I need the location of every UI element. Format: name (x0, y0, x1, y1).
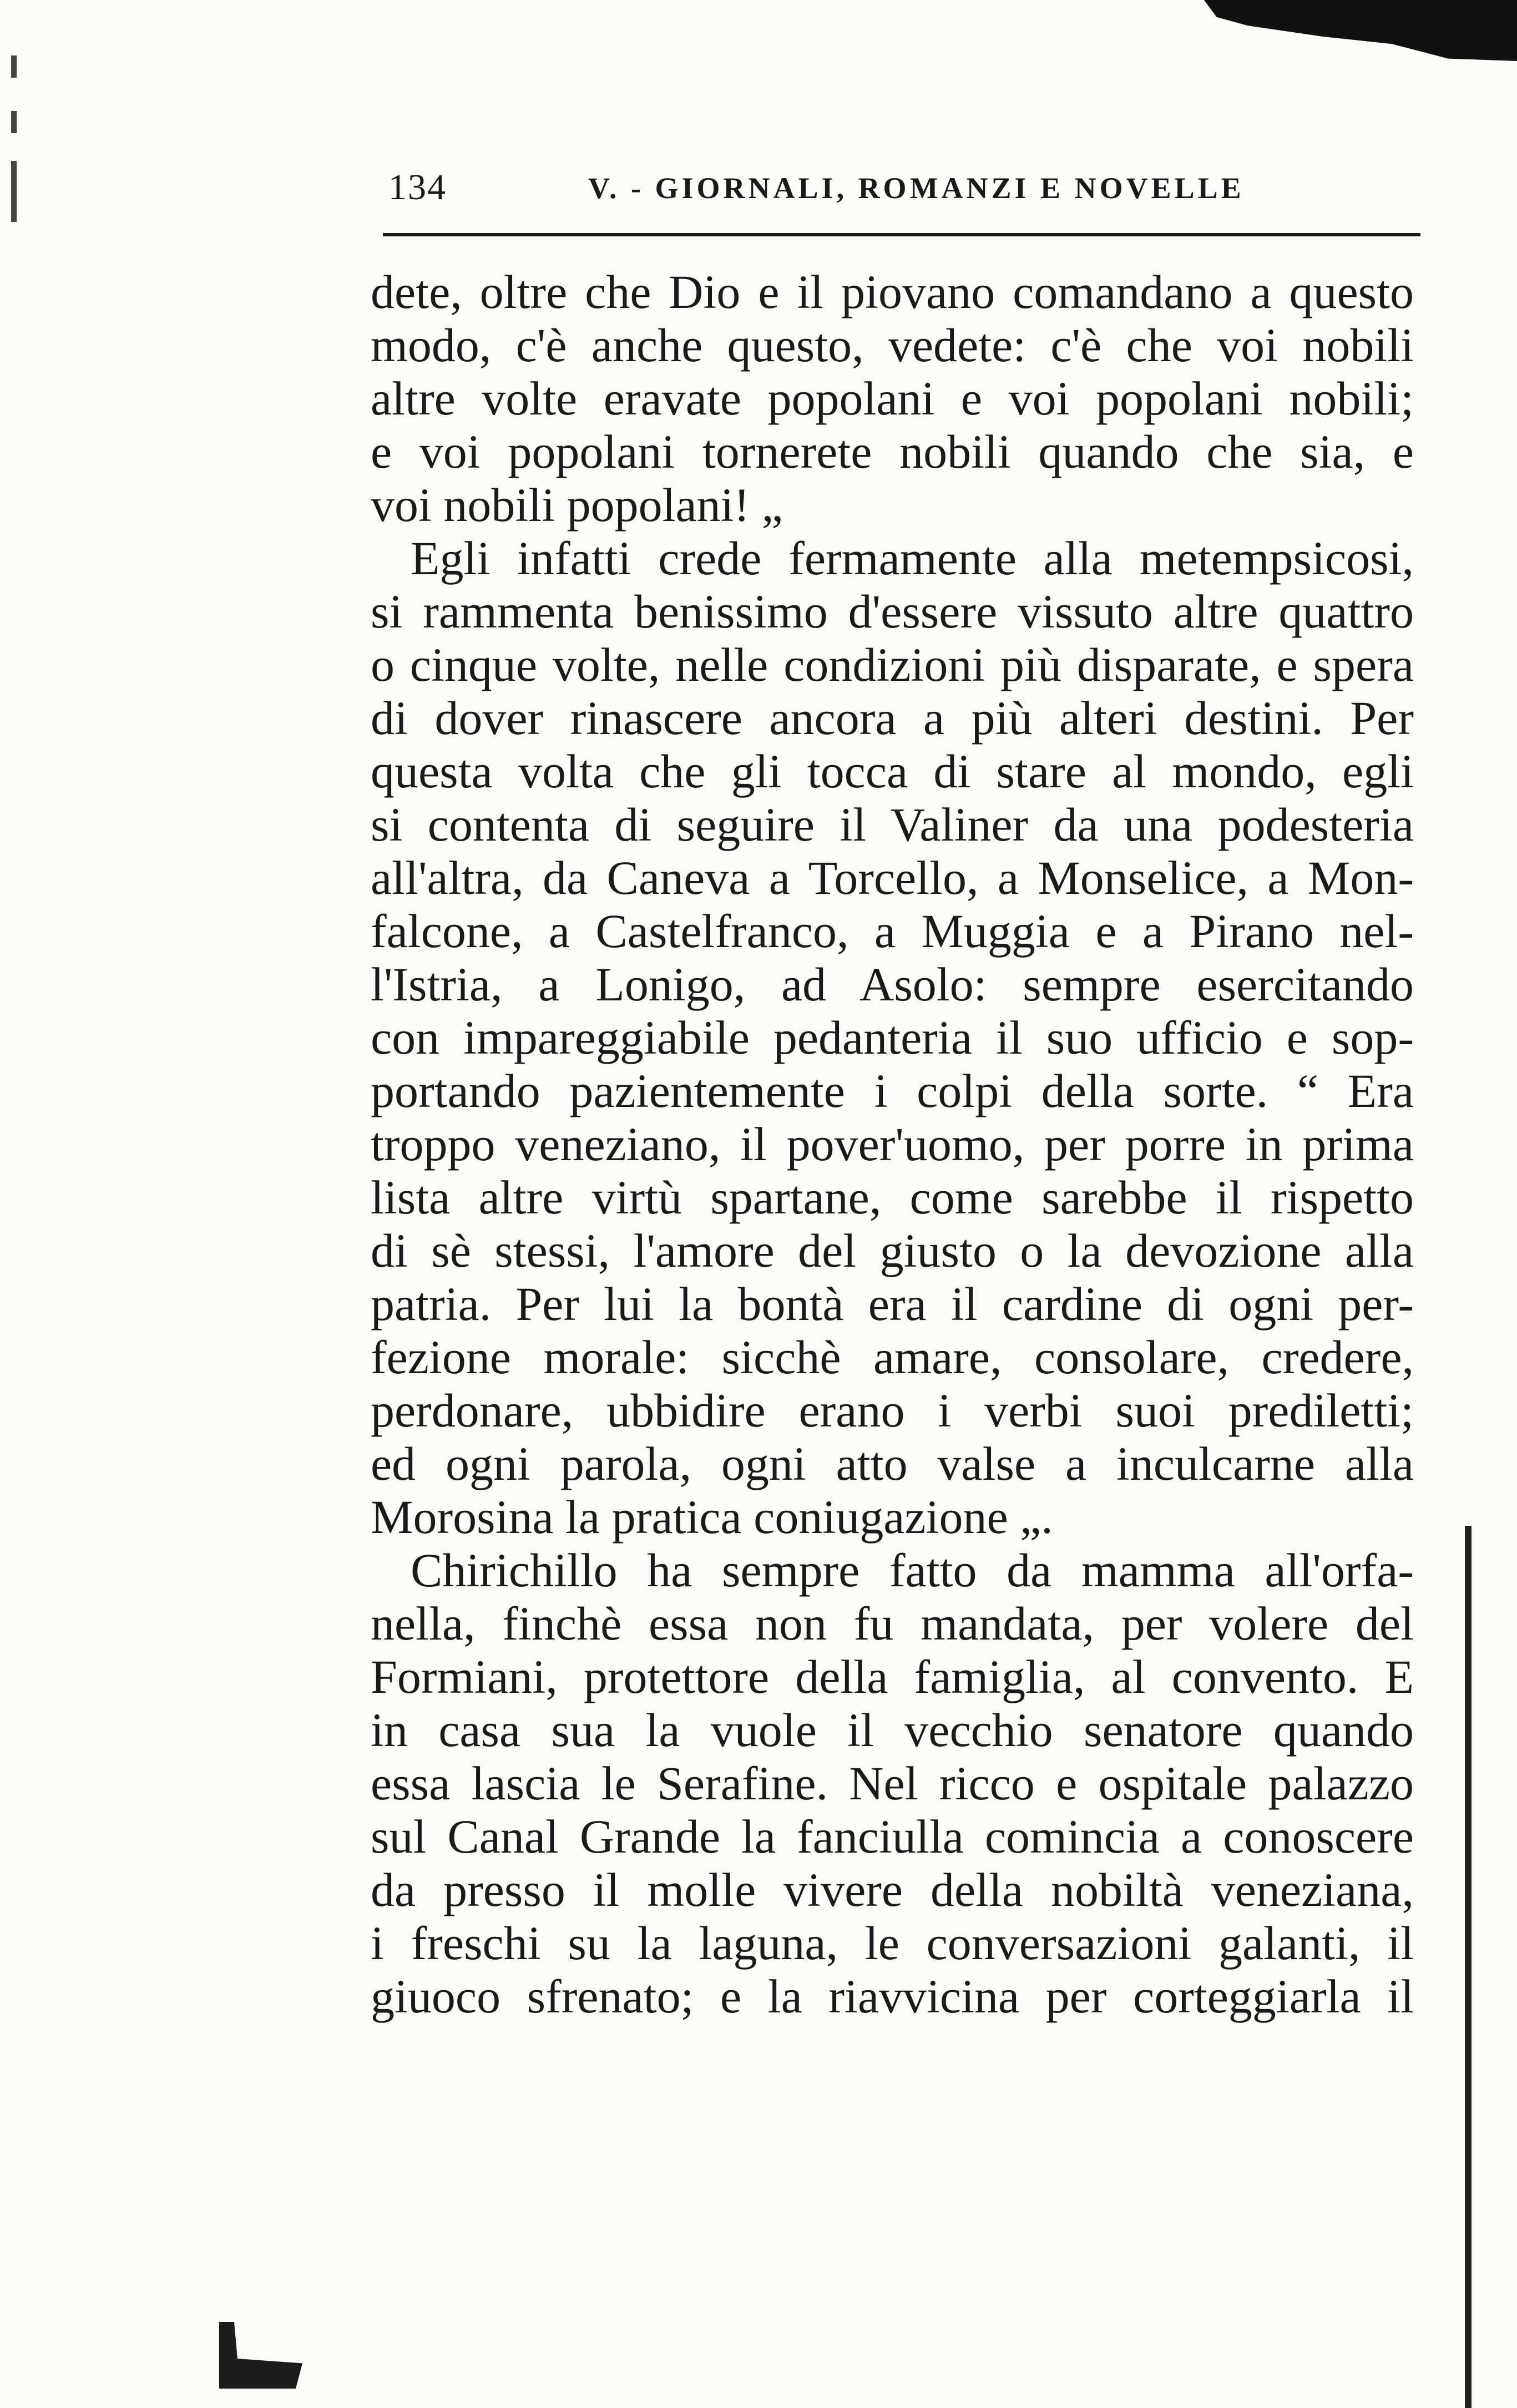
gutter-mark (11, 55, 17, 78)
text-line: da presso il molle vivere della nobiltà veneziana, (371, 1863, 1414, 1916)
text-line: con impareggiabile pedanteria il suo ufficio e sop- (371, 1011, 1414, 1064)
text-line: ed ogni parola, ogni atto valse a inculcarne alla (371, 1437, 1414, 1490)
text-line: patria. Per lui la bontà era il cardine di ogni per- (371, 1277, 1414, 1331)
text-line: di sè stessi, l'amore del giusto o la devozione alla (371, 1224, 1414, 1277)
text-line: si rammenta benissimo d'essere vissuto altre quattro (371, 585, 1414, 638)
running-head: V. - GIORNALI, ROMANZI E NOVELLE (588, 171, 1245, 205)
text-line: l'Istria, a Lonigo, ad Asolo: sempre esercitando (371, 958, 1414, 1011)
text-line: e voi popolani tornerete nobili quando che sia, e (371, 425, 1414, 478)
text-line: in casa sua la vuole il vecchio senatore quando (371, 1703, 1414, 1757)
text-line: Morosina la pratica coniugazione „. (371, 1490, 1053, 1544)
text-line: dete, oltre che Dio e il piovano comandano a questo (371, 265, 1414, 318)
text-line: troppo veneziano, il pover'uomo, per porre in prima (371, 1117, 1414, 1171)
text-line: sul Canal Grande la fanciulla comincia a conoscere (371, 1810, 1414, 1863)
header-rule (383, 233, 1420, 236)
paragraph-start-line: Egli infatti crede fermamente alla metempsicosi, (411, 532, 1414, 585)
text-line: fezione morale: sicchè amare, consolare, credere, (371, 1331, 1414, 1384)
text-line: nella, finchè essa non fu mandata, per volere del (371, 1597, 1414, 1650)
text-line: lista altre virtù spartane, come sarebbe il rispetto (371, 1171, 1414, 1224)
text-line: portando pazientemente i colpi della sorte. “ Era (371, 1064, 1414, 1117)
text-line: o cinque volte, nelle condizioni più disparate, e spera (371, 638, 1414, 691)
text-line: giuoco sfrenato; e la riavvicina per corteggiarla il (371, 1970, 1414, 2023)
text-line: questa volta che gli tocca di stare al mondo, egli (371, 745, 1414, 798)
text-line: all'altra, da Caneva a Torcello, a Monselice, a Mon- (371, 851, 1414, 904)
body-text (371, 265, 1414, 2023)
gutter-mark (11, 111, 17, 133)
scan-edge-line (1465, 1526, 1472, 2408)
text-line: perdonare, ubbidire erano i verbi suoi prediletti; (371, 1384, 1414, 1437)
text-line: falcone, a Castelfranco, a Muggia e a Pirano nel- (371, 904, 1414, 958)
gutter-mark (11, 161, 17, 222)
text-line: Formiani, protettore della famiglia, al convento. E (371, 1650, 1414, 1703)
paragraph-start-line: Chirichillo ha sempre fatto da mamma all'orfa- (411, 1544, 1414, 1597)
text-line: modo, c'è anche questo, vedete: c'è che voi nobili (371, 318, 1414, 372)
text-line: di dover rinascere ancora a più alteri destini. Per (371, 691, 1414, 745)
text-line: i freschi su la laguna, le conversazioni galanti, il (371, 1916, 1414, 1970)
text-line: essa lascia le Serafine. Nel ricco e ospitale palazzo (371, 1757, 1414, 1810)
scan-corner-smudge (219, 2322, 302, 2389)
page-header (366, 166, 1420, 216)
text-line: altre volte eravate popolani e voi popolani nobili; (371, 372, 1414, 425)
scan-edge-smudge (1204, 0, 1517, 61)
page-number: 134 (388, 167, 447, 208)
text-line: voi nobili popolani! „ (371, 478, 783, 532)
text-line: si contenta di seguire il Valiner da una podesteria (371, 798, 1414, 851)
